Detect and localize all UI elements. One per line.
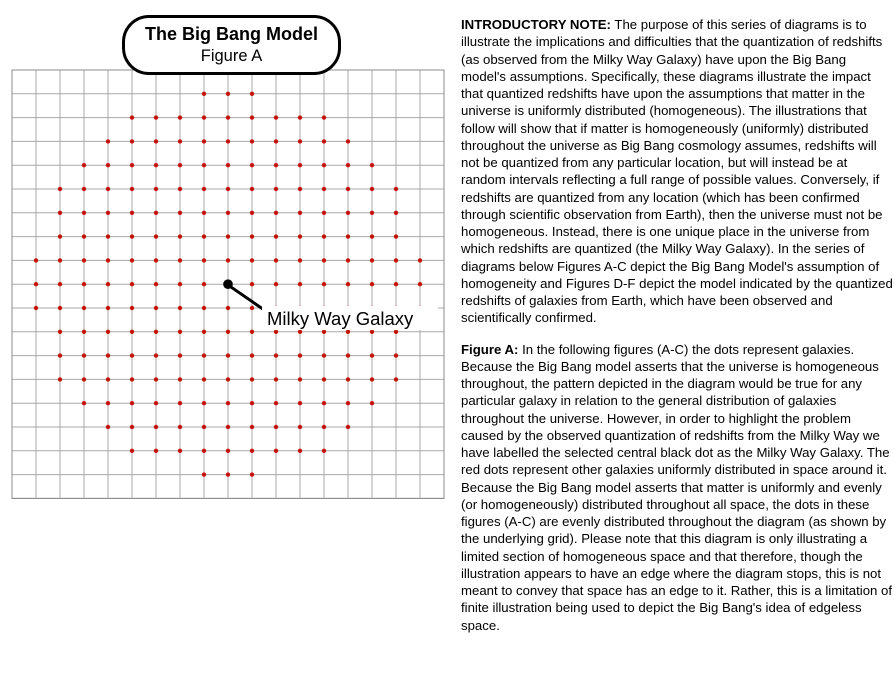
- figure-a-paragraph: [461, 341, 893, 634]
- intro-heading: INTRODUCTORY NOTE:: [461, 17, 611, 32]
- diagram-title-box: [122, 15, 341, 75]
- introductory-note-paragraph: [461, 16, 893, 327]
- figure-a-heading: Figure A:: [461, 341, 519, 357]
- intro-body: The purpose of this series of diagrams is to illustrate the implications and difficulties that the quantization of redshifts (as observed from the Milky Way Galaxy) have upon the Big Bang model's assumptions. Specifically, these diagrams illustrate the impact that quantized redshifts have upon the assumptions that matter in the universe is uniformly distributed (homogeneous). The illustrations that follow will show that if matter is homogeneously (uniformly) distributed throughout the universe as Big Bang cosmology assumes, redshifts will not be quantized from any particular location, but will instead be at random intervals reflecting a full range of possible values. Conversely, if redshifts are quantized from any location (which has been confirmed through scientific observation from Earth), then the universe must not be homogeneous. Instead, there is one unique place in the universe from which redshifts are quantized (the Milky Way Galaxy). In the series of diagrams below Figures A-C depict the Big Bang Model's assumption of homogeneity and Figures D-F depict the model indicated by the quantized redshifts of galaxies from Earth, which have been observed and scientifically confirmed.: [461, 17, 893, 326]
- text-panel: [461, 16, 893, 648]
- diagram-title: The Big Bang Model: [145, 24, 318, 45]
- milky-way-label: Milky Way Galaxy: [262, 306, 438, 330]
- milky-way-dot: [223, 279, 233, 289]
- figure-a-body: In the following figures (A-C) the dots represent galaxies. Because the Big Bang model asserts that the universe is homogeneous throughout, the pattern depicted in the diagram would be true for any particular galaxy in relation to the general distribution of galaxies throughout the universe. However, in order to highlight the problem caused by the observed quantization of redshifts from the Milky Way we have labelled the selected central black dot as the Milky Way Galaxy. The red dots represent other galaxies uniformly distributed in space around it. Because the Big Bang model asserts that matter is uniformly and evenly (or homogeneously) distributed throughout all space, the dots in these figures (A-C) are evenly distributed throughout the diagram (as shown by the underlying grid). Please note that this diagram is only illustrating a limited section of homogeneous space and that therefore, though the illustration appears to have an edge where the diagram stops, this is not meant to convey that space has an edge to it. Rather, this is a limitation of finite illustration being used to depict the Big Bang's idea of edgeless space.: [461, 341, 893, 633]
- diagram-subtitle: Figure A: [200, 46, 263, 65]
